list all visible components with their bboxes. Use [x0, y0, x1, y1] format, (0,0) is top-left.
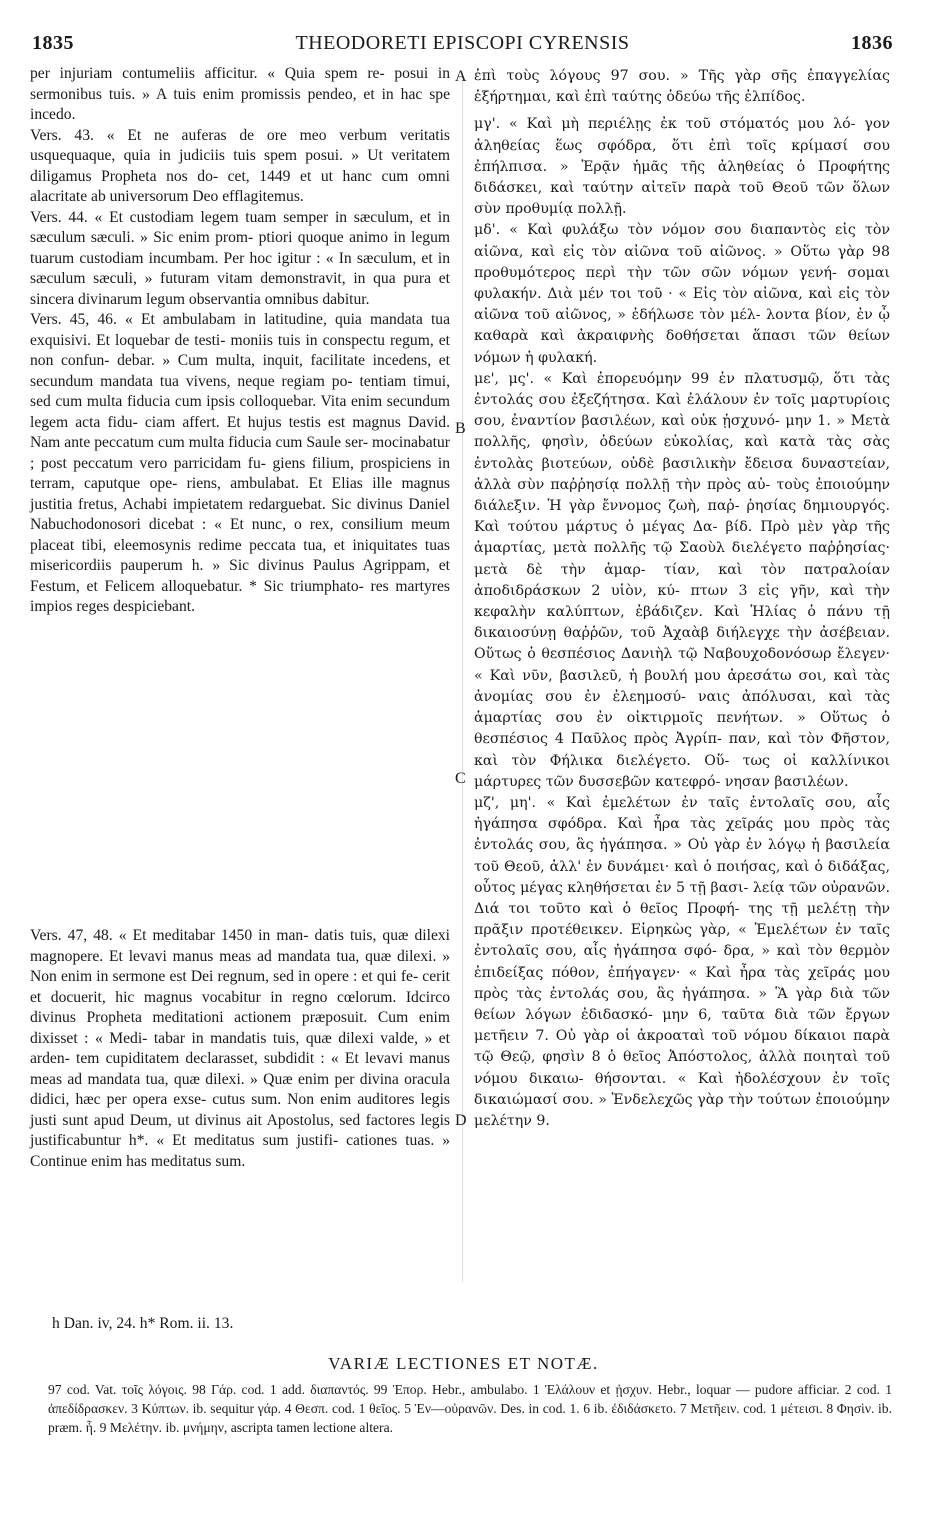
running-header [32, 32, 893, 60]
page-number-left: 1835 [32, 32, 74, 54]
latin-paragraph: Vers. 45, 46. « Et ambulabam in latitudine, quia mandata tua exquisivi. Et loquebar de testi- moniis tuis in conspectu regum, et non confun- debar. » Cum multa, inquit, facilitate incedens, et secundum mandata tua vivens, neque regiam po- tentiam timui, sed cum multa fiducia cum ipsis colloquebar. Vita enim secundum legem acta fidu- ciam affert. Et hujus testis est magnus David. Nam ante peccatum cum multa fiducia cum Saule ser- mocinabatur ; post peccatum vero parricidam fu- giens filium, prospiciens in terram, caputque ope- riens, ambulabat. Et Elias ille magnus justitia fretus, Achabi impietatem redarguebat. Sic divinus Daniel Nabuchodonosori dicebat : « Et nunc, o rex, consilium meum placeat tibi, eleemosynis redime peccata tua, et iniquitates tuas misericordiis pauperum h. » Sic divinus Paulus Agrippam, et Festum, et Felicem alloquebatur. * Sic triumphato- res martyres impios reges despiciebant. [30, 311, 450, 615]
greek-paragraph: μζ', μη'. « Καὶ ἐμελέτων ἐν ταῖς ἐντολαῖς σου, αἷς ἠγάπησα σφόδρα. Καὶ ἦρα τὰς χεῖράς μου πρὸς τὰς ἐντολάς σου, ἃς ἠγάπησα. » Οὐ γὰρ ἐν λόγῳ ἡ βασιλεία τοῦ Θεοῦ, ἀλλ' ἐν δυνάμει· καὶ ὁ ποιήσας, καὶ ὁ διδάξας, οὗτος μέγας κληθήσεται ἐν 5 τῇ βασι- λείᾳ τῶν οὐρανῶν. Διά τοι τοῦτο καὶ ὁ θεῖος Προφή- της τῇ μελέτῃ τὴν πρᾶξιν προτέθεικεν. Εἰρηκὼς γὰρ, « Ἐμελέτων ἐν ταῖς ἐντολαῖς σου, αἷς ἠγάπησα σφό- δρα, » καὶ τὸν θερμὸν ἐπιδείξας πόθον, ἐπήγαγεν· « Καὶ ἦρα τὰς χεῖράς μου πρὸς τὰς ἐντολάς σου, ἃς ἠγάπησα. » Ἃ γὰρ διὰ τῶν θείων λόγων ἐδιδασκό- μην 6, ταῦτα διὰ τῶν ἔργων μετῆειν 7. Οὐ γὰρ οἱ ἀκροαταὶ τοῦ νόμου δίκαιοι παρὰ τῷ Θεῷ, φησὶν 8 ὁ θεῖος Ἀπόστολος, ἀλλὰ ποιηταὶ τοῦ νόμου δικαιω- θήσονται. « Καὶ ἠδολέσχουν ἐν τοῖς δικαιώμασί σου. » Ἐνδελεχῶς γὰρ τὴν τούτων ἐποιούμην μελέτην 9. [474, 794, 890, 1129]
margin-letter-b: B [455, 420, 466, 437]
latin-paragraph: per injuriam contumeliis afficitur. « Quia spem re- posui in sermonibus tuis. » A tuis enim promissis pendeo, et in hac spe incedo. [30, 65, 450, 123]
notes-title: VARIÆ LECTIONES ET NOTÆ. [328, 1354, 599, 1373]
greek-paragraph: ἐπὶ τοὺς λόγους 97 σου. » Τῆς γὰρ σῆς ἐπαγγελίας ἐξήρτημαι, καὶ ἐπὶ ταύτης ὁδεύω τῆς ἐλπίδος. [474, 68, 890, 106]
greek-column [474, 66, 890, 1132]
latin-paragraph: Vers. 47, 48. « Et meditabar 1450 in man- datis tuis, quæ dilexi magnopere. Et levavi manus meas ad mandata tua, quæ dilexi. » Non enim in sermone est Dei regnum, sed in opere : et qui fe- cerit et docuerit, hic magnus vocabitur in regno cœlorum. Idcirco divinus Propheta meditationi actionem præposuit. Cum enim dixisset : « Medi- tabar in mandatis tuis, quæ dilexi valde, » et arden- tem cupiditatem declarasset, subdidit : « Et levavi manus meas ad mandata tua, quæ dilexi. » Quæ enim per divina oracula didici, hæc per opera exse- cutus sum. Non enim auditores legis justi sunt apud Deum, ut divinus ait Apostolus, sed factores legis justificabuntur h*. « Et meditatus sum justifi- cationes tuas. » Continue enim has meditatus sum. [30, 927, 450, 1170]
running-title: THEODORETI EPISCOPI CYRENSIS [295, 32, 630, 54]
page-number-right: 1836 [851, 32, 893, 54]
margin-letter-a: A [455, 68, 467, 85]
greek-paragraph: μδ'. « Καὶ φυλάξω τὸν νόμον σου διαπαντὸς εἰς τὸν αἰῶνα, καὶ εἰς τὸν αἰῶνα τοῦ αἰῶνος. » Οὕτω γὰρ 98 προθυμότερος περὶ τὴν τῶν σῶν νόμων γενή- σομαι φυλακήν. Διὰ μέν τοι τοῦ · « Εἰς τὸν αἰῶνα, καὶ εἰς τὸν αἰῶνα τοῦ αἰῶνος, » ἐδήλωσε τὸν μέλ- λοντα βίον, ἐν ᾧ καθαρὰ καὶ ἀκραιφνὴς δοθήσεται ἅπασι τῶν θείων νόμων ἡ φυλακή. [474, 222, 890, 366]
variant-readings [48, 1380, 892, 1437]
margin-letter-c: C [455, 770, 466, 787]
variant-readings-text: 97 cod. Vat. τοῖς λόγοις. 98 Γάρ. cod. 1 add. διαπαντός. 99 Ἐπορ. Hebr., ambulabo. 1 Ἐλάλουν et ᾐσχυν. Hebr., loquar — pudore afficiar. 2 cod. 1 ἀπεδίδρασκεν. 3 Κύπτων. ib. sequitur γάρ. 4 Θεσπ. cod. 1 θεῖος. 5 Ἐν—οὐρανῶν. Des. in cod. 1. 6 ib. ἐδιδάσκετο. 7 Μετῆειν. cod. 1 μέτεισι. 8 Φησὶν. ib. præm. ἧ. 9 Μελέτην. ib. μνήμην, ascripta tamen lectione altera. [48, 1382, 892, 1435]
column-divider [462, 72, 463, 1282]
latin-footnotes: h Dan. iv, 24. h* Rom. ii. 13. [52, 1315, 234, 1332]
latin-paragraph: Vers. 43. « Et ne auferas de ore meo verbum veritatis usquequaque, quia in judiciis tuis spem posui. » Ut veritatem diligamus Propheta nos do- cet, 1449 et ut hanc cum omni alacritate ab universorum Deo efflagitemus. [30, 126, 450, 205]
latin-column-bottom [30, 926, 450, 1172]
greek-paragraph: με', μς'. « Καὶ ἐπορευόμην 99 ἐν πλατυσμῷ, ὅτι τὰς ἐντολάς σου ἐξεζήτησα. Καὶ ἐλάλουν ἐν τοῖς μαρτυρίοις σου, ἐναντίον βασιλέων, καὶ οὐκ ᾐσχυνό- μην 1. » Μετὰ πολλῆς, φησὶν, ὁδεύων εὐκολίας, καὶ κατὰ τὰς σὰς ἐντολὰς βιοτεύων, οὐδὲ βασιλικὴν ἔδεισα δυναστείαν, ἀλλὰ σὺν παῤῥησίᾳ πολλῇ τὴν πρὸς αὐ- τοὺς ἐποιούμην διάλεξιν. Ἡ γὰρ ἔννομος ζωὴ, παῤ- ῥησίας δημιουργός. Καὶ τούτου μάρτυς ὁ μέγας Δα- βίδ. Πρὸ μὲν γὰρ τῆς ἁμαρτίας, μετὰ πολλῆς τῷ Σαοὺλ διελέγετο παῤῥησίας· μετὰ δὲ τὴν ἁμαρ- τίαν, καὶ τὸν πατραλοίαν ἀποδιδράσκων 2 υἱὸν, κύ- πτων 3 εἰς γῆν, καὶ τὴν κεφαλὴν καλύπτων, ἐβάδιζεν. Καὶ Ἡλίας ὁ πάνυ τῇ δικαιοσύνῃ θαῤῥῶν, τοῦ Ἀχαὰβ διήλεγχε τὴν ἀσέβειαν. Οὕτως ὁ θεσπέσιος Δανιὴλ τῷ Ναβουχοδονόσωρ ἔλεγεν· « Καὶ νῦν, βασιλεῦ, ἡ βουλή μου ἀρεσάτω σοι, καὶ τὰς ἀνομίας σου ἐν ἐλεημοσύ- ναις ἀπόλυσαι, καὶ τὰς ἁμαρτίας σου ἐν οἰκτιρμοῖς πενήτων. » Οὕτως ὁ θεσπέσιος 4 Παῦλος πρὸς Ἀγρίπ- παν, καὶ τὸν Φῆστον, καὶ τὸν Φήλικα διελέγετο. Οὕ- τως οἱ καλλίνικοι μάρτυρες τῶν δυσσεβῶν κατεφρό- νησαν βασιλέων. [474, 370, 890, 790]
greek-paragraph: μγ'. « Καὶ μὴ περιέλῃς ἐκ τοῦ στόματός μου λό- γον ἀληθείας ἕως σφόδρα, ὅτι ἐπὶ τοῖς κρίμασί σου ἐπήλπισα. » Ἐρᾷν ἡμᾶς τῆς ἀληθείας ὁ Προφήτης διδάσκει, καὶ ταύτην αἰτεῖν παρὰ τοῦ Θεοῦ τῶν ὅλων σὺν προθυμίᾳ πολλῇ. [474, 116, 890, 218]
margin-letter-d: D [455, 1112, 467, 1129]
latin-column-top [30, 64, 450, 618]
latin-paragraph: Vers. 44. « Et custodiam legem tuam semper in sæculum, et in sæculum sæculi. » Sic enim prom- ptiori quoque animo in legum tuarum custodiam incumbam. Per hoc igitur : « In sæculum, et in sæculum sæculi, » futuram vitam demonstravit, in qua pura et sincera divinarum legum observantia omnibus dabitur. [30, 208, 450, 308]
